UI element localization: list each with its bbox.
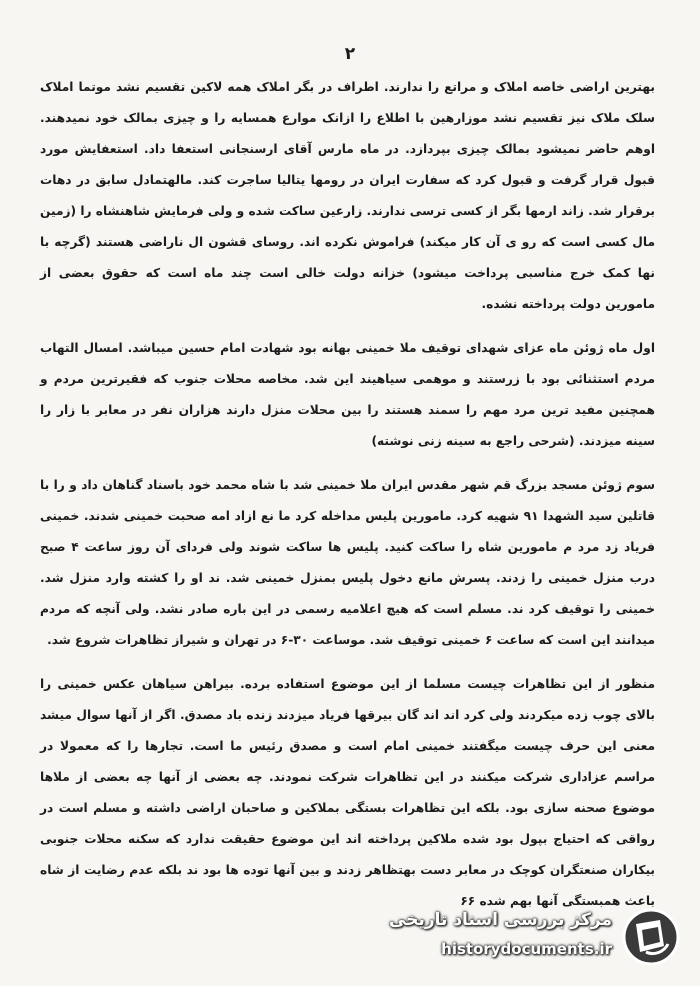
archive-logo-icon (620, 906, 682, 968)
paragraph-2: اول ماه ژوئن ماه عزای شهدای توقیف ملا خمینی بهانه بود شهادت امام حسین میباشد. امسال التهاب مردم استثنائی بود با زرستند و موهمی سیاهیند این شد. مخاصه محلات جنوب که فقیرترین مردم و همچنین مفید ترین مرد مهم را سمند هستند را بین محلات منزل دارند هزاران نفر در معابر با زار را سینه میزدند. (شرحی راجع به سینه زنی نوشته) (40, 341, 655, 448)
watermark-title: مرکز بررسی اسناد تاریخی (389, 910, 612, 930)
page-number: ۲ (344, 44, 356, 64)
archive-watermark (382, 904, 682, 970)
paragraph-3: سوم ژوئن مسجد بزرگ قم شهر مقدس ایران ملا خمینی شد با شاه محمد خود باسناد گناهان داد و را با قاتلین سید الشهدا ۹۱ شهیه کرد. مامورین پلیس مداخله کرد ما نع ازاد امه صحبت خمینی شدند. خمینی فریاد زد مرد م مامورین شاه را ساکت کنید. پلیس ها ساکت شوند ولی فردای آن روز ساعت ۴ صبح درب منزل خمینی را زدند. پسرش مانع دخول پلیس بمنزل خمینی شد. ند او را کشته وارد منزل شد. خمینی را توقیف کرد ند. مسلم است که هیچ اعلامیه رسمی در این باره صادر نشد. ولی آنچه که مردم میدانند این است که ساعت ۶ خمینی توقیف شد. موساعت ۳۰-۶ در تهران و شیراز تظاهرات شروع شد. (40, 478, 656, 647)
paragraph-1: بهترین اراضی خاصه املاک و مراتع را ندارند. اطراف در بگر املاک همه لاکین تقسیم نشد موتما املاک سلک ملاک نیز تقسیم نشد موزارهین با اطلاع را ازانک موارع همسایه را و چیزی بمالک خود نمیدهند. اوهم حاضر نمیشود بمالک چیزی بپردازد. در ماه مارس آقای ارسنجانی استعفا داد. استعفایش مورد قبول قرار گرفت و قبول کرد که سفارت ایران در رومها یتالیا ساجرت کند. مالهتمادل سابق در دهات برقرار شد. زاند ارمها بگر از کسی ترسی ندارند. زارعین ساکت شده و ولی فرمایش شاهنشاه را (زمین مال کسی است که رو ی آن کار میکند) فراموش نکرده اند. روسای قشون ال ناراضی هستند (گرچه با نها کمک خرج مناسبی پرداخت میشود) خزانه دولت خالی است چند ماه است که حقوق بعضی از مامورین دولت پرداخته نشده. (40, 80, 655, 311)
paragraph-4: منظور از این تظاهرات چیست مسلما از این موضوع استفاده برده. بیراهن سیاهان عکس خمینی را بالای چوب زده میکردند ولی کرد اند اند گان بیرقها فریاد میزدند زنده باد مصدق. اگر از آنها سوال میشد معنی این حرف چیست میگفتند خمینی امام است و مصدق رئیس ما است. تجارها را که معمولا در مراسم عزاداری شرکت میکنند در این تظاهرات شرکت نمودند. چه بعضی از آنها چه بعضی از ملاها موضوع صحنه سازی بود. بلکه این تظاهرات بستگی بملاکین و صاحبان اراضی داشته و مسلم است در رواقی که احتیاج بپول بود شده ملاکین پرداخته اند این موضوع حقیقت ندارد که سکنه محلات جنوبی بیکاران صنعتگران کوچک در معابر دست بهتظاهر زدند و بین آنها توده ها بود ند بلکه عدم رضایت از شاه باعث همبستگی آنها بهم شده ۶۶ (40, 677, 655, 908)
document-body (40, 72, 655, 930)
watermark-url: historydocuments.ir (441, 940, 612, 958)
